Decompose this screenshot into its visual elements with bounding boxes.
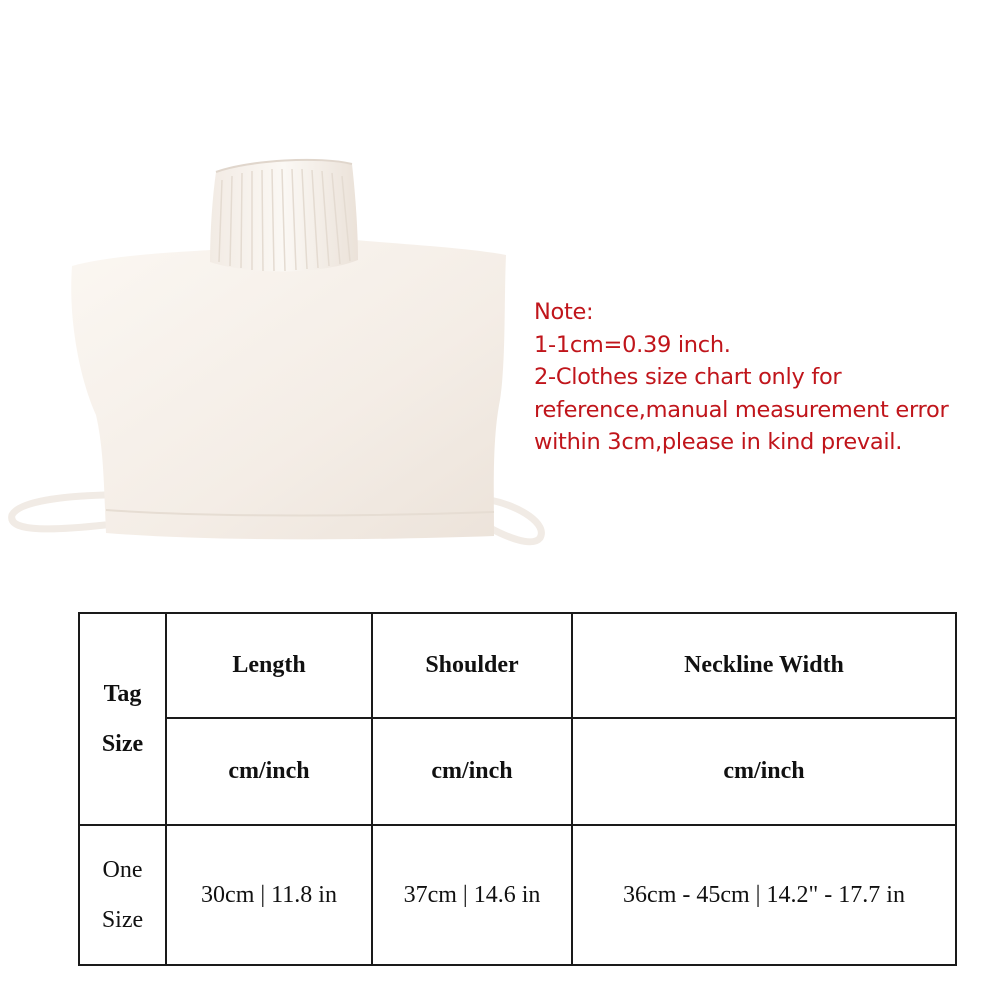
tag-size-label: Size — [101, 731, 144, 757]
note-title: Note: — [534, 299, 594, 325]
value-shoulder: 37cm | 14.6 in — [372, 825, 572, 965]
tag-size-label: Tag — [103, 681, 142, 707]
one-size-label: Size — [101, 907, 144, 933]
one-size-cell — [79, 825, 166, 965]
turtleneck-dickey-image — [0, 140, 560, 570]
value-neckline-width: 36cm - 45cm | 14.2" - 17.7 in — [572, 825, 956, 965]
unit-shoulder: cm/inch — [372, 718, 572, 825]
header-neckline-width: Neckline Width — [572, 613, 956, 718]
unit-neckline-width: cm/inch — [572, 718, 956, 825]
table-row — [79, 825, 956, 965]
table-units-row — [79, 718, 956, 825]
note-line: reference,manual measurement error — [534, 396, 949, 423]
header-length: Length — [166, 613, 372, 718]
size-chart-table — [78, 612, 957, 966]
header-shoulder: Shoulder — [372, 613, 572, 718]
note-line: within 3cm,please in kind prevail. — [534, 429, 903, 455]
value-length: 30cm | 11.8 in — [166, 825, 372, 965]
tag-size-cell — [79, 613, 166, 825]
unit-length: cm/inch — [166, 718, 372, 825]
note-line: 1-1cm=0.39 inch. — [534, 331, 731, 358]
one-size-label: One — [102, 857, 143, 883]
note-block — [534, 296, 994, 459]
table-header-row — [79, 613, 956, 718]
note-line: 2-Clothes size chart only for — [534, 364, 842, 390]
